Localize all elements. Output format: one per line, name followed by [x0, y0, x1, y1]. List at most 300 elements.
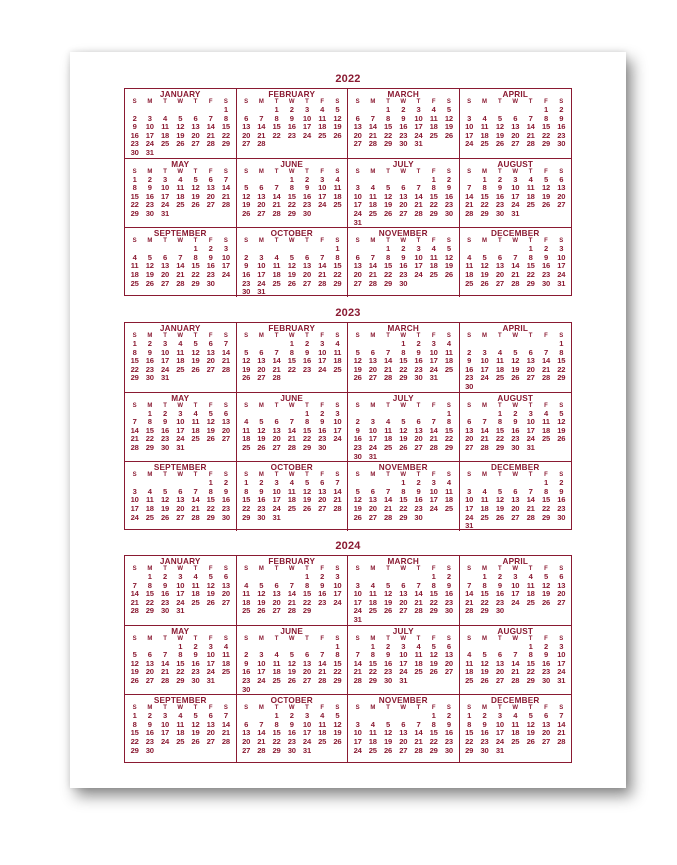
day-cell: 8: [274, 113, 279, 123]
day-cell: 30: [399, 139, 408, 149]
day-cell: 8: [543, 486, 548, 496]
day-grid: [127, 403, 234, 453]
day-cell: 10: [302, 113, 311, 123]
weekday-header: T: [416, 99, 421, 105]
day-cell: 9: [132, 122, 137, 132]
day-cell: 22: [176, 667, 185, 677]
day-cell: 7: [528, 486, 533, 496]
day-cell: 12: [399, 425, 408, 435]
day-cell: 24: [414, 130, 423, 140]
day-cell: 1: [497, 408, 502, 418]
month-january: [125, 89, 237, 159]
day-cell: 31: [495, 745, 504, 755]
day-cell: 29: [444, 442, 453, 452]
day-cell: 19: [333, 728, 342, 738]
day-cell: 23: [221, 503, 230, 513]
day-cell: 9: [543, 650, 548, 660]
weekday-header: S: [335, 635, 340, 642]
month-november: [348, 462, 460, 531]
day-cell: 8: [132, 183, 137, 193]
day-cell: 28: [176, 278, 185, 288]
day-cell: 14: [333, 486, 342, 496]
weekday-header: F: [431, 402, 436, 409]
day-cell: 27: [557, 200, 566, 210]
day-cell: 21: [384, 503, 393, 513]
day-cell: 23: [161, 597, 170, 607]
weekday-header: S: [467, 566, 472, 572]
day-cell: 5: [386, 183, 391, 193]
day-cell: 16: [399, 261, 408, 271]
weekday-header: M: [258, 472, 264, 479]
day-cell: 14: [414, 589, 423, 599]
day-cell: 2: [401, 244, 406, 254]
day-cell: 16: [495, 589, 504, 599]
weekday-header: S: [223, 566, 228, 572]
day-cell: 2: [416, 339, 421, 348]
day-cell: 9: [482, 719, 487, 729]
day-cell: 4: [178, 711, 183, 721]
day-cell: 29: [429, 606, 438, 616]
day-cell: 25: [333, 364, 342, 374]
month-may: [125, 159, 237, 229]
day-cell: 24: [511, 200, 520, 210]
day-cell: 8: [147, 417, 152, 427]
day-cell: 22: [302, 434, 311, 444]
day-cell: 9: [304, 347, 309, 357]
day-cell: 26: [495, 512, 504, 522]
day-cell: 5: [335, 105, 340, 114]
day-cell: 25: [384, 442, 393, 452]
weekday-header: T: [386, 472, 390, 479]
day-cell: 22: [191, 269, 200, 279]
day-cell: 14: [257, 122, 266, 132]
day-cell: 12: [444, 113, 453, 123]
weekday-header: W: [288, 566, 295, 572]
day-cell: 25: [429, 269, 438, 279]
weekday-header: T: [274, 705, 279, 712]
weekday-header: S: [355, 168, 360, 175]
weekday-header: F: [431, 333, 436, 339]
day-cell: 8: [482, 580, 487, 590]
day-cell: 30: [145, 208, 154, 218]
day-cell: 3: [223, 244, 228, 254]
day-cell: 27: [221, 597, 230, 607]
day-cell: 26: [480, 675, 489, 685]
day-cell: 6: [416, 417, 421, 427]
weekday-header: M: [370, 402, 376, 409]
day-cell: 23: [414, 364, 423, 374]
day-grid: [462, 566, 570, 616]
day-cell: 22: [272, 736, 281, 746]
day-cell: 10: [333, 580, 342, 590]
weekday-header: M: [370, 333, 376, 339]
day-cell: 14: [511, 658, 520, 668]
weekday-header: T: [498, 705, 502, 712]
day-cell: 12: [429, 650, 438, 660]
day-cell: 21: [429, 434, 438, 444]
day-cell: 23: [191, 667, 200, 677]
weekday-header: F: [208, 238, 213, 245]
day-cell: 6: [370, 486, 375, 496]
month-name: JULY: [392, 393, 414, 403]
month-june: [237, 393, 349, 463]
month-name: APRIL: [502, 557, 529, 566]
day-cell: 7: [467, 183, 472, 193]
weekday-header: T: [193, 333, 198, 339]
weekday-header: S: [559, 402, 564, 409]
weekday-header: M: [258, 705, 264, 712]
day-cell: 16: [302, 356, 311, 366]
day-cell: 28: [353, 675, 362, 685]
day-cell: 20: [526, 364, 535, 374]
day-cell: 21: [541, 364, 550, 374]
day-cell: 19: [161, 503, 170, 513]
day-cell: 11: [333, 183, 342, 193]
day-cell: 29: [557, 373, 566, 383]
month-december: [460, 462, 572, 531]
day-cell: 12: [206, 580, 215, 590]
day-cell: 3: [559, 244, 564, 254]
day-cell: 1: [528, 641, 533, 651]
day-cell: 27: [206, 736, 215, 746]
weekday-header: M: [482, 402, 488, 409]
weekday-header: S: [244, 472, 249, 479]
weekday-header: T: [274, 566, 279, 572]
day-cell: 29: [429, 208, 438, 218]
day-cell: 16: [384, 658, 393, 668]
weekday-header: T: [274, 168, 279, 175]
day-cell: 26: [161, 512, 170, 522]
day-cell: 17: [145, 130, 154, 140]
weekday-header: T: [305, 99, 309, 105]
day-cell: 8: [335, 650, 340, 660]
day-cell: 27: [526, 373, 535, 383]
day-cell: 12: [130, 658, 139, 668]
weekday-header: T: [528, 402, 533, 409]
day-cell: 7: [416, 719, 421, 729]
day-cell: 23: [541, 269, 550, 279]
day-cell: 12: [353, 495, 362, 505]
weekday-header: S: [244, 99, 249, 105]
day-cell: 18: [333, 356, 342, 366]
day-cell: 6: [259, 347, 264, 357]
day-cell: 9: [401, 113, 406, 123]
day-cell: 13: [257, 191, 266, 201]
day-cell: 13: [221, 417, 230, 427]
day-cell: 13: [257, 356, 266, 366]
day-cell: 27: [511, 139, 520, 149]
day-cell: 24: [353, 208, 362, 218]
day-cell: 12: [333, 719, 342, 729]
day-cell: 2: [132, 113, 137, 123]
day-cell: 2: [163, 572, 168, 581]
weekday-header: T: [498, 472, 502, 479]
day-cell: 23: [242, 675, 251, 685]
day-cell: 5: [289, 650, 294, 660]
day-cell: 18: [176, 356, 185, 366]
weekday-header: W: [177, 333, 184, 339]
day-cell: 11: [465, 261, 473, 271]
day-cell: 25: [191, 597, 200, 607]
day-cell: 8: [401, 347, 406, 357]
day-cell: 20: [302, 269, 311, 279]
day-cell: 28: [526, 139, 535, 149]
weekday-header: S: [559, 472, 564, 479]
day-cell: 23: [414, 503, 423, 513]
weekday-header: W: [512, 238, 519, 245]
day-cell: 17: [414, 122, 423, 132]
day-cell: 31: [511, 208, 520, 218]
day-cell: 2: [497, 572, 502, 581]
day-cell: 7: [386, 486, 391, 496]
day-cell: 29: [130, 208, 139, 218]
day-grid: [239, 566, 346, 616]
day-cell: 28: [465, 208, 474, 218]
day-cell: 7: [416, 580, 421, 590]
day-cell: 24: [368, 442, 377, 452]
month-name: DECEMBER: [491, 229, 540, 239]
day-grid: [127, 333, 234, 383]
day-cell: 15: [191, 261, 200, 271]
day-cell: 4: [223, 641, 228, 651]
day-cell: 25: [191, 434, 200, 444]
month-july: [348, 393, 460, 463]
day-cell: 7: [370, 252, 375, 262]
day-cell: 3: [163, 339, 168, 348]
day-cell: 28: [191, 512, 200, 522]
day-cell: 29: [333, 675, 342, 685]
day-cell: 23: [480, 736, 489, 746]
weekday-header: M: [482, 238, 488, 245]
day-cell: 20: [414, 434, 423, 444]
weekday-header: T: [498, 402, 502, 409]
weekday-header: T: [305, 705, 309, 712]
day-cell: 17: [511, 191, 520, 201]
day-cell: 21: [368, 269, 377, 279]
day-cell: 28: [257, 745, 266, 755]
day-cell: 15: [526, 658, 535, 668]
day-cell: 9: [163, 580, 168, 590]
day-cell: 12: [176, 122, 185, 132]
day-cell: 27: [495, 278, 504, 288]
day-cell: 2: [497, 174, 502, 184]
day-cell: 1: [431, 572, 436, 581]
day-cell: 31: [399, 675, 408, 685]
day-cell: 26: [130, 675, 139, 685]
day-cell: 2: [147, 711, 152, 721]
day-cell: 12: [302, 486, 311, 496]
day-cell: 25: [526, 597, 535, 607]
day-cell: 20: [302, 667, 311, 677]
month-april: [460, 556, 572, 626]
day-cell: 27: [465, 442, 474, 452]
weekday-header: F: [320, 99, 324, 105]
day-cell: 1: [559, 339, 564, 348]
day-cell: 17: [176, 425, 185, 435]
day-cell: 10: [318, 183, 327, 193]
day-cell: 30: [465, 381, 474, 391]
day-cell: 23: [302, 364, 311, 374]
day-cell: 3: [467, 486, 472, 496]
day-cell: 1: [274, 105, 279, 114]
day-cell: 31: [557, 278, 566, 288]
day-cell: 24: [206, 667, 215, 677]
month-name: AUGUST: [497, 626, 534, 636]
day-cell: 10: [368, 425, 377, 435]
weekday-header: T: [528, 566, 533, 572]
day-cell: 14: [368, 122, 377, 132]
day-cell: 11: [176, 183, 185, 193]
day-cell: 22: [495, 434, 504, 444]
day-cell: 30: [444, 606, 453, 616]
day-cell: 30: [145, 745, 154, 755]
day-cell: 30: [444, 208, 453, 218]
day-cell: 18: [429, 261, 438, 271]
month-name: JANUARY: [159, 90, 201, 99]
day-cell: 19: [191, 191, 200, 201]
day-cell: 25: [272, 278, 281, 288]
day-cell: 17: [353, 200, 362, 210]
month-march: [348, 89, 460, 159]
day-cell: 11: [445, 486, 453, 496]
day-cell: 16: [414, 356, 423, 366]
weekday-header: S: [355, 566, 360, 572]
weekday-header: S: [223, 99, 228, 105]
day-cell: 1: [401, 478, 406, 488]
weekday-header: S: [223, 333, 228, 339]
day-cell: 10: [511, 580, 520, 590]
day-cell: 3: [132, 486, 137, 496]
day-cell: 14: [272, 191, 281, 201]
day-cell: 6: [543, 711, 548, 721]
day-cell: 8: [386, 113, 391, 123]
day-cell: 25: [176, 364, 185, 374]
day-grid: [127, 99, 234, 158]
weekday-header: T: [193, 472, 198, 479]
weekday-header: F: [544, 635, 548, 642]
weekday-header: T: [498, 566, 502, 572]
weekday-header: S: [467, 635, 472, 642]
weekday-header: T: [274, 402, 279, 409]
day-cell: 2: [416, 478, 421, 488]
day-cell: 12: [541, 580, 550, 590]
day-cell: 11: [526, 580, 535, 590]
weekday-header: T: [498, 333, 502, 339]
day-cell: 4: [193, 408, 198, 418]
month-april: [460, 323, 572, 393]
day-cell: 17: [399, 658, 408, 668]
day-cell: 1: [401, 339, 406, 348]
day-cell: 5: [335, 711, 340, 721]
day-cell: 10: [161, 183, 170, 193]
day-cell: 26: [480, 278, 489, 288]
day-cell: 9: [320, 580, 325, 590]
weekday-header: W: [177, 238, 184, 245]
day-cell: 1: [528, 244, 533, 254]
day-cell: 24: [333, 434, 342, 444]
day-cell: 27: [145, 675, 154, 685]
day-cell: 29: [145, 442, 154, 452]
months-grid: [124, 322, 572, 530]
day-cell: 31: [414, 139, 423, 149]
day-cell: 21: [414, 736, 423, 746]
day-cell: 13: [242, 728, 251, 738]
year-title: 2022: [335, 73, 361, 85]
day-cell: 17: [429, 356, 438, 366]
weekday-header: F: [320, 635, 324, 642]
day-cell: 8: [401, 486, 406, 496]
day-cell: 15: [145, 589, 154, 599]
month-november: [348, 695, 460, 762]
weekday-header: T: [193, 99, 198, 105]
day-cell: 20: [511, 503, 520, 513]
day-cell: 2: [320, 408, 325, 418]
day-grid: [239, 99, 346, 149]
weekday-header: S: [244, 402, 249, 409]
weekday-header: T: [274, 635, 279, 642]
weekday-header: F: [544, 705, 548, 712]
weekday-header: F: [431, 168, 436, 175]
day-cell: 16: [318, 589, 327, 599]
day-cell: 11: [333, 347, 342, 357]
day-cell: 30: [161, 606, 170, 616]
day-cell: 2: [559, 478, 564, 488]
day-cell: 30: [287, 745, 296, 755]
day-cell: 6: [401, 183, 406, 193]
day-cell: 9: [467, 356, 472, 366]
day-cell: 28: [130, 442, 139, 452]
day-cell: 4: [335, 339, 340, 348]
day-cell: 16: [465, 364, 474, 374]
day-cell: 4: [528, 572, 533, 581]
weekday-header: T: [416, 635, 421, 642]
weekday-header: S: [132, 472, 137, 479]
day-cell: 1: [132, 339, 137, 348]
day-cell: 14: [384, 495, 393, 505]
weekday-header: F: [320, 333, 324, 339]
day-cell: 8: [528, 650, 533, 660]
day-cell: 13: [511, 495, 520, 505]
day-cell: 16: [206, 261, 215, 271]
day-cell: 19: [526, 728, 535, 738]
day-cell: 13: [206, 183, 215, 193]
day-cell: 20: [221, 425, 230, 435]
weekday-header: F: [544, 402, 548, 409]
day-cell: 29: [480, 208, 489, 218]
day-cell: 8: [147, 580, 152, 590]
weekday-header: W: [400, 168, 407, 175]
weekday-header: S: [559, 238, 564, 245]
day-cell: 4: [132, 252, 137, 262]
day-cell: 25: [221, 667, 230, 677]
month-name: FEBRUARY: [268, 324, 316, 333]
day-cell: 31: [465, 521, 474, 531]
weekday-header: T: [416, 333, 421, 339]
day-cell: 22: [130, 364, 139, 374]
day-cell: 7: [482, 417, 487, 427]
day-cell: 21: [318, 667, 327, 677]
day-cell: 7: [543, 347, 548, 357]
day-cell: 6: [163, 252, 168, 262]
day-cell: 19: [191, 728, 200, 738]
day-cell: 17: [161, 356, 170, 366]
day-cell: 26: [429, 667, 438, 677]
weekday-header: S: [559, 168, 564, 175]
day-cell: 21: [333, 495, 342, 505]
day-cell: 6: [274, 417, 279, 427]
day-cell: 30: [221, 512, 230, 522]
weekday-header: S: [132, 705, 137, 712]
